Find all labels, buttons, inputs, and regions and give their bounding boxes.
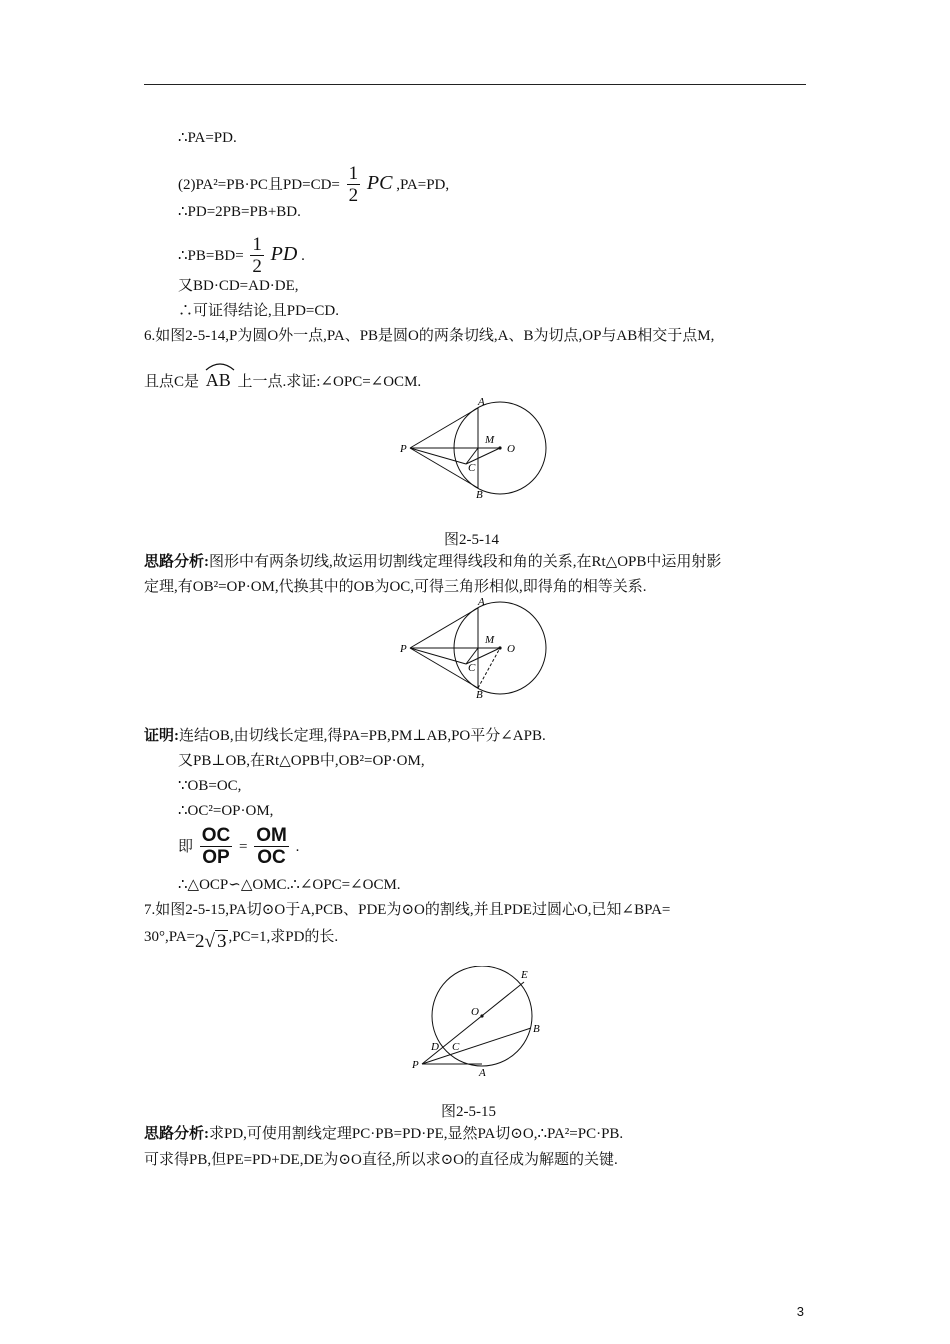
proof-line: 又PB⊥OB,在Rt△OPB中,OB²=OP·OM,: [178, 753, 425, 769]
label-c: C: [452, 1041, 460, 1053]
label-d: D: [431, 1041, 439, 1053]
label-p: P: [400, 443, 407, 455]
fraction: $\frac{OC}{OP}$: [201, 825, 231, 868]
figure-2-5-14: [390, 396, 560, 500]
header-rule: [144, 84, 806, 85]
proof-line: 即 $\frac{OC}{OP}$ = $\frac{OM}{OC}$ .: [178, 825, 300, 868]
sqrt-expression: 2√ 3: [195, 931, 227, 952]
text-line: (2)PA²=PB·PC且PD=CD= $\frac{1}{2}$ PC ,PA=PD,: [178, 163, 450, 206]
label-c: C: [468, 662, 476, 674]
question-6-line2: 且点C是 AB 上一点.求证:∠OPC=∠OCM.: [144, 370, 421, 392]
label-b: B: [476, 689, 483, 700]
text-line: ∴PD=2PB=PB+BD.: [178, 204, 301, 220]
figure-2-5-14-proof: [390, 596, 560, 700]
page-number: 3: [796, 1304, 804, 1319]
label-m: M: [485, 634, 495, 646]
proof-1: 证明:连结OB,由切线长定理,得PA=PB,PM⊥AB,PO平分∠APB.: [144, 728, 546, 744]
fraction: $\frac{1}{2}$: [348, 163, 359, 206]
analysis-2-line2: 可求得PB,但PE=PD+DE,DE为⊙O直径,所以求⊙O的直径成为解题的关键.: [144, 1152, 618, 1168]
label-m: M: [485, 434, 495, 446]
label-o: O: [471, 1006, 479, 1018]
fraction: $\frac{1}{2}$: [252, 234, 262, 277]
text-line: ∴可证得结论,且PD=CD.: [178, 303, 339, 319]
figure-2-5-15: [400, 966, 550, 1078]
label-e: E: [521, 969, 528, 981]
figure-caption: 图2-5-14: [444, 532, 499, 548]
label-o: O: [507, 643, 515, 655]
question-6: 6.如图2-5-14,P为圆O外一点,PA、PB是圆O的两条切线,A、B为切点,OP与AB相交于点M,: [144, 328, 715, 344]
text-line: ∴PA=PD.: [178, 130, 237, 146]
question-7: 7.如图2-5-15,PA切⊙O于A,PCB、PDE为⊙O的割线,并且PDE过圆心O,已知∠BPA=: [144, 902, 671, 918]
label-b: B: [533, 1023, 540, 1035]
proof-line: ∵OB=OC,: [178, 778, 242, 794]
label-a: A: [478, 396, 485, 408]
text-line: ∴PB=BD= $\frac{1}{2}$ PD .: [178, 234, 305, 277]
label-a: A: [478, 596, 485, 608]
proof-line: ∴△OCP∽△OMC.∴∠OPC=∠OCM.: [178, 877, 401, 893]
label-c: C: [468, 462, 476, 474]
label-p: P: [412, 1059, 419, 1071]
analysis-2: 思路分析:求PD,可使用割线定理PC·PB=PD·PE,显然PA切⊙O,∴PA²=PC·PB.: [144, 1126, 624, 1142]
label-o: O: [507, 443, 515, 455]
fraction: $\frac{OM}{OC}$: [256, 825, 287, 868]
figure-caption: 图2-5-15: [441, 1104, 496, 1120]
text-line: 又BD·CD=AD·DE,: [178, 278, 299, 294]
analysis-1-line2: 定理,有OB²=OP·OM,代换其中的OB为OC,可得三角形相似,即得角的相等关系.: [144, 579, 647, 595]
question-7-line2: 30°,PA=2√ 3 ,PC=1,求PD的长.: [144, 929, 339, 952]
label-b: B: [476, 489, 483, 500]
arc-ab: AB: [203, 370, 234, 392]
label-a: A: [479, 1067, 486, 1078]
label-p: P: [400, 643, 407, 655]
proof-line: ∴OC²=OP·OM,: [178, 803, 274, 819]
arc-symbol-icon: [203, 358, 237, 372]
analysis-1: 思路分析:图形中有两条切线,故运用切割线定理得线段和角的关系,在Rt△OPB中运用射影: [144, 554, 722, 570]
